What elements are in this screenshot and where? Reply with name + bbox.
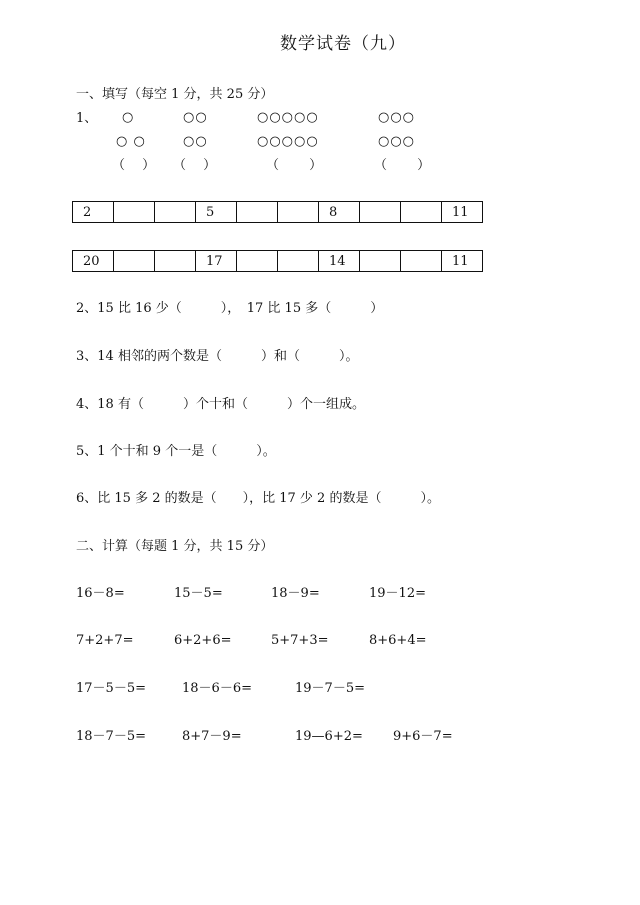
question-1-label: 1、	[76, 111, 98, 126]
seq2-cell[interactable]	[360, 251, 401, 272]
page-title: 数学试卷（九）	[280, 34, 406, 54]
calc-problem: 7+2+7=	[76, 633, 134, 648]
seq2-cell[interactable]	[237, 251, 278, 272]
circle-group-3-bottom: ○○○○○	[257, 134, 319, 149]
seq1-cell[interactable]	[278, 202, 319, 223]
seq2-cell[interactable]	[401, 251, 442, 272]
calc-problem: 19－7－5=	[295, 681, 365, 696]
question-3: 3、14 相邻的两个数是（ ）和（ ）。	[76, 349, 359, 364]
calc-problem: 18－6－6=	[182, 681, 252, 696]
circle-group-1-bottom: ○ ○	[116, 134, 146, 149]
seq1-cell: 8	[319, 202, 360, 223]
calc-problem: 19—6+2=	[295, 729, 363, 744]
calc-problem: 18－9=	[271, 586, 320, 601]
calc-problem: 16－8=	[76, 586, 125, 601]
section2-heading: 二、计算（每题 1 分，共 15 分）	[76, 539, 274, 554]
calc-problem: 9+6－7=	[393, 729, 453, 744]
count-blank-3[interactable]: （ ）	[266, 158, 323, 173]
count-blank-1[interactable]: （ ）	[112, 158, 156, 173]
seq2-cell: 14	[319, 251, 360, 272]
circle-group-4-bottom: ○○○	[378, 134, 416, 149]
count-blank-4[interactable]: （ ）	[374, 158, 431, 173]
seq1-cell[interactable]	[155, 202, 196, 223]
question-6: 6、比 15 多 2 的数是（ ），比 17 少 2 的数是（ ）。	[76, 491, 440, 506]
number-sequence-table-1	[72, 201, 483, 223]
number-sequence-table-2	[72, 250, 483, 272]
seq2-cell: 20	[73, 251, 114, 272]
calc-problem: 18－7－5=	[76, 729, 146, 744]
seq1-cell[interactable]	[114, 202, 155, 223]
seq1-cell: 2	[73, 202, 114, 223]
question-4: 4、18 有（ ）个十和（ ）个一组成。	[76, 397, 365, 412]
calc-problem: 6+2+6=	[174, 633, 232, 648]
circle-group-4-top: ○○○	[378, 110, 416, 125]
question-5: 5、1 个十和 9 个一是（ ）。	[76, 444, 276, 459]
circle-group-2-top: ○○	[183, 110, 208, 125]
circle-group-3-top: ○○○○○	[257, 110, 319, 125]
circle-group-2-bottom: ○○	[183, 134, 208, 149]
seq2-cell[interactable]	[278, 251, 319, 272]
calc-problem: 15－5=	[174, 586, 223, 601]
question-2: 2、15 比 16 少（ ）， 17 比 15 多（ ）	[76, 301, 384, 316]
seq1-cell[interactable]	[237, 202, 278, 223]
section1-heading: 一、填写（每空 1 分，共 25 分）	[76, 87, 274, 102]
seq1-cell: 5	[196, 202, 237, 223]
calc-problem: 5+7+3=	[271, 633, 329, 648]
seq1-cell[interactable]	[401, 202, 442, 223]
seq1-cell[interactable]	[360, 202, 401, 223]
calc-problem: 8+7－9=	[182, 729, 242, 744]
seq2-cell: 17	[196, 251, 237, 272]
seq2-cell[interactable]	[155, 251, 196, 272]
circle-group-1-top: ○	[122, 110, 135, 125]
seq2-cell: 11	[442, 251, 483, 272]
calc-problem: 8+6+4=	[369, 633, 427, 648]
calc-problem: 17－5－5=	[76, 681, 146, 696]
count-blank-2[interactable]: （ ）	[173, 158, 217, 173]
calc-problem: 19－12=	[369, 586, 426, 601]
seq2-cell[interactable]	[114, 251, 155, 272]
seq1-cell: 11	[442, 202, 483, 223]
